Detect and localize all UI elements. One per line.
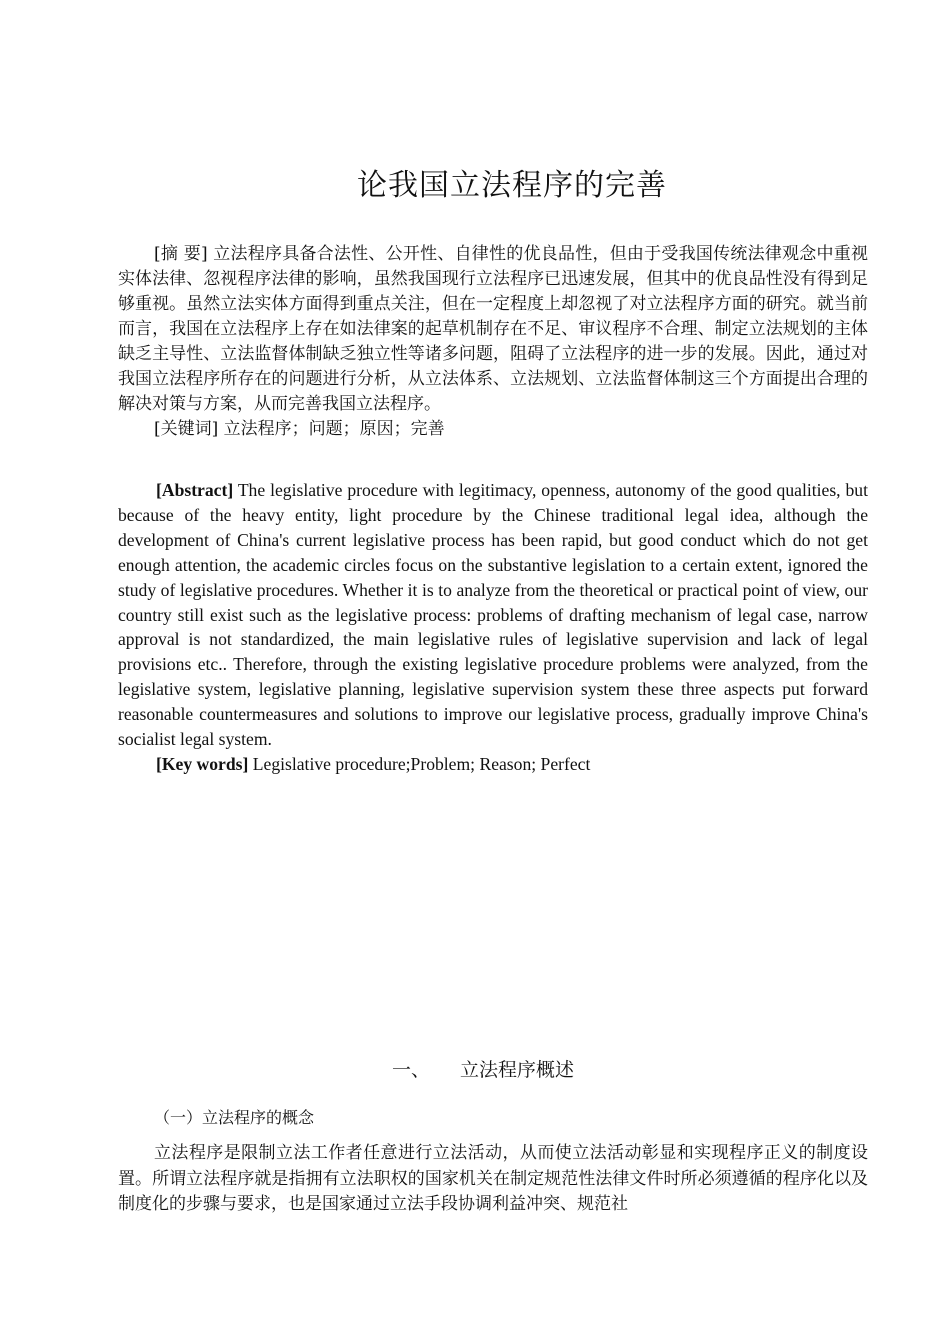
chinese-abstract-paragraph [118,242,868,417]
english-keywords-text: Legislative procedure;Problem; Reason; Perfect [252,753,591,774]
body-text [118,1141,868,1218]
english-keywords-paragraph [118,752,868,777]
section-heading [392,1056,574,1084]
chinese-keywords-paragraph [118,417,868,442]
english-abstract [118,478,868,777]
chinese-abstract-text: 立法程序具备合法性、公开性、自律性的优良品性，但由于受我国传统法律观念中重视实体法律、忽视程序法律的影响，虽然我国现行立法程序已迅速发展，但其中的优良品性没有得到足够重视。虽然立法实体方面得到重点关注，但在一定程度上却忽视了对立法程序方面的研究。就当前而言，我国在立法程序上存在如法律案的起草机制存在不足、审议程序不合理、制定立法规划的主体缺乏主导性、立法监督体制缺乏独立性等诸多问题，阻碍了立法程序的进一步的发展。因此，通过对我国立法程序所存在的问题进行分析，从立法体系、立法规划、立法监督体制这三个方面提出合理的解决对策与方案，从而完善我国立法程序。 [118,244,869,414]
english-keywords-label: [Key words] [156,753,249,774]
section-number: 一、 [392,1059,431,1081]
section-title: 立法程序概述 [460,1059,575,1081]
chinese-keywords-label: [关键词] [154,419,219,439]
body-paragraph: 立法程序是限制立法工作者任意进行立法活动，从而使立法活动彰显和实现程序正义的制度设置。所谓立法程序就是指拥有立法职权的国家机关在制定规范性法律文件时所必须遵循的程序化以及制度化的步骤与要求，也是国家通过立法手段协调利益冲突、规范社 [118,1143,868,1214]
chinese-abstract-label: [摘 要] [154,244,208,264]
chinese-abstract [118,242,868,442]
english-abstract-text: The legislative procedure with legitimacy, openness, autonomy of the good qualities, but because of the heavy entity, light procedure by the Chinese traditional legal idea, although the development of China's current legislative process has been rapid, but good conduct which do not get enough attention, the academic circles focus on the substantive legislation to a certain extent, ignored the study of legislative procedures. Whether it is to analyze from the theoretical or practical point of view, our country still exist such as the legislative process: problems of drafting mechanism of legal case, narrow approval is not standardized, the main legislative rules of legislative supervision and lack of legal provisions etc.. Therefore, through the existing legislative procedure problems were analyzed, from the legislative system, legislative planning, legislative supervision system these three aspects put forward reasonable countermeasures and solutions to improve our legislative process, gradually improve China's socialist legal system. [118,480,868,750]
english-abstract-label: [Abstract] [156,480,234,500]
english-abstract-paragraph [118,478,868,752]
page-title: 论我国立法程序的完善 [357,168,667,203]
chinese-keywords-text: 立法程序；问题；原因；完善 [223,419,445,439]
subsection-heading: （一）立法程序的概念 [154,1108,315,1127]
